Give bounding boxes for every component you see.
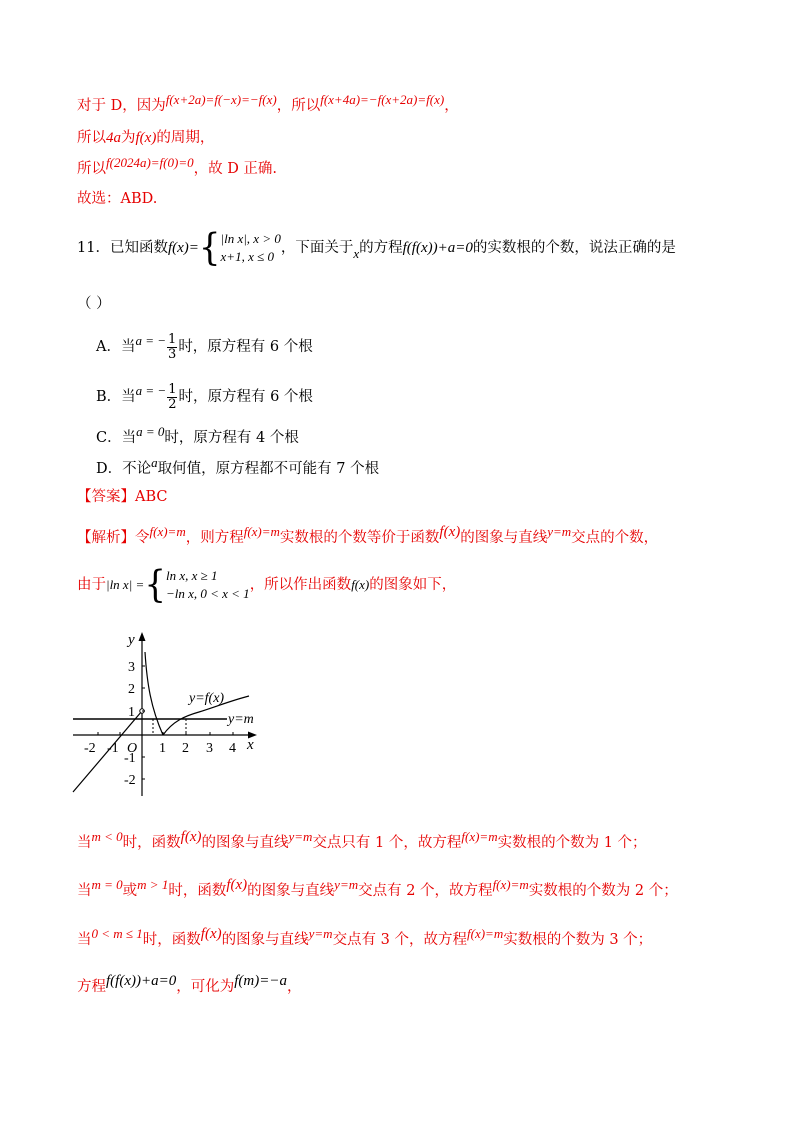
text: 实数根的个数为 1 个； [497, 835, 647, 851]
text: 的周期， [156, 130, 215, 146]
text: 的图象与直线 [201, 835, 289, 851]
option-label: D．不论 [96, 461, 152, 477]
case-2: x+1, x ≤ 0 [220, 249, 274, 264]
math-expr: f(x)=m [461, 829, 498, 844]
left-brace: { [198, 226, 221, 270]
text: （ ） [77, 296, 111, 312]
text: 所以 [77, 130, 106, 146]
numerator: 1 [168, 331, 177, 347]
denominator: 2 [168, 396, 177, 412]
math-expr: f(2024a)=f(0)=0 [106, 155, 194, 170]
text: ，下面关于 [280, 240, 354, 256]
x-tick-label: -1 [107, 741, 119, 756]
answer-line [77, 486, 168, 508]
text: 的图象与直线 [221, 932, 309, 948]
fraction [167, 383, 177, 412]
option-a [96, 330, 313, 364]
case-line-4 [77, 972, 301, 1002]
x-tick-label: 4 [229, 741, 236, 756]
text: 的图象如下， [369, 577, 457, 593]
line-period [77, 127, 214, 149]
function-graph [65, 628, 275, 800]
question-11-stem [77, 228, 676, 268]
y-tick-label: 1 [128, 705, 135, 720]
answer-label: 【答案】ABC [77, 489, 168, 505]
text: 时，函数 [168, 883, 227, 899]
y-axis-label: y [128, 632, 135, 648]
case-1: |ln x|, x > 0 [220, 231, 281, 246]
math-expr: f(x) [135, 130, 157, 146]
analysis-label: 【解析】令 [77, 530, 150, 546]
text: 的实数根的个数，说法正确的是 [472, 240, 676, 256]
text: 实数根的个数等价于函数 [279, 530, 440, 546]
curve-neg-ln [145, 652, 163, 735]
line-label: y=m [228, 712, 254, 727]
y-axis-arrow [139, 632, 146, 641]
option-d [96, 455, 380, 480]
numerator: 1 [168, 381, 177, 397]
math-expr: f(x)= [167, 240, 199, 256]
text: 方程 [77, 979, 106, 995]
text: 时，原方程有 4 个根 [164, 430, 299, 446]
math-expr: f(x) [351, 577, 370, 592]
text: ，则方程 [185, 530, 244, 546]
option-label: A．当 [96, 339, 136, 355]
math-expr: m > 1 [137, 877, 169, 892]
math-expr: f(m)=−a [234, 973, 287, 989]
math-expr: 4a [106, 130, 121, 146]
math-expr: f(x) [180, 829, 202, 845]
math-expr: a = − [135, 333, 167, 348]
line-value [77, 155, 278, 180]
math-expr: y=m [547, 524, 572, 539]
left-brace: { [144, 563, 166, 607]
math-expr: a [151, 455, 158, 470]
text: 的图象与直线 [460, 530, 548, 546]
y-tick-label: -2 [124, 773, 136, 788]
math-expr: y=m [334, 877, 359, 892]
text: 对于 D，因为 [77, 98, 166, 114]
x-tick-label: 1 [159, 741, 166, 756]
math-expr: f(x)=m [492, 877, 529, 892]
piecewise-cases [221, 230, 281, 266]
case-1: ln x, x ≥ 1 [165, 568, 218, 583]
text: 为 [121, 130, 136, 146]
option-label: C．当 [96, 430, 137, 446]
text: 的图象与直线 [247, 883, 335, 899]
math-expr: f(x) [439, 524, 461, 540]
y-tick-label: 2 [128, 682, 135, 697]
option-b [96, 380, 313, 414]
math-expr: y=m [308, 926, 333, 941]
case-line-3 [77, 925, 652, 955]
math-expr: m = 0 [91, 877, 123, 892]
line-d-reason [77, 92, 459, 117]
math-expr: f(f(x))+a=0 [402, 240, 473, 256]
math-expr: m < 0 [91, 829, 123, 844]
curve-label: y=f(x) [189, 691, 225, 706]
text: 交点的个数， [571, 530, 659, 546]
text: 当 [77, 835, 92, 851]
text: ，故 D 正确. [193, 161, 278, 177]
math-expr: 0 < m ≤ 1 [91, 926, 143, 941]
text: 交点有 3 个，故方程 [332, 932, 468, 948]
text: 当 [77, 932, 92, 948]
option-label: B．当 [96, 389, 136, 405]
math-expr: f(x)=m [243, 524, 280, 539]
text: ， [286, 979, 302, 995]
text: 当 [77, 883, 92, 899]
text: ， [444, 98, 459, 114]
math-expr: |ln x| = [106, 577, 145, 592]
math-expr: f(x)=m [467, 926, 504, 941]
text: 时，函数 [122, 835, 181, 851]
origin-label: O [127, 741, 138, 756]
case-2: −ln x, 0 < x < 1 [165, 586, 250, 601]
text: 或 [122, 883, 138, 899]
text: 由于 [77, 577, 106, 593]
analysis-line-1 [77, 522, 658, 554]
denominator: 3 [168, 346, 177, 362]
math-expr: f(x+2a)=f(−x)=−f(x) [165, 92, 277, 107]
x-axis-label: x [247, 737, 254, 753]
math-expr: a = − [135, 383, 167, 398]
math-expr: x [353, 246, 360, 261]
fraction [167, 333, 177, 362]
text: 交点有 2 个，故方程 [358, 883, 493, 899]
text: 故选：ABD. [77, 191, 158, 207]
math-expr: f(x+4a)=−f(x+2a)=f(x) [320, 92, 445, 107]
text: 时，函数 [142, 932, 201, 948]
text: 实数根的个数为 3 个； [503, 932, 653, 948]
text: 取何值，原方程都不可能有 7 个根 [157, 461, 380, 477]
math-expr: f(f(x))+a=0 [106, 973, 177, 989]
math-expr: a = 0 [136, 424, 165, 439]
y-tick-label: -1 [124, 751, 136, 766]
text: 时，原方程有 6 个根 [178, 339, 313, 355]
math-expr: y=m [288, 829, 313, 844]
text: 所以 [77, 161, 106, 177]
question-number: 11．已知函数 [77, 240, 168, 256]
answer-paren [77, 293, 111, 315]
case-line-1 [77, 828, 647, 858]
text: 时，原方程有 6 个根 [178, 389, 313, 405]
text: ，所以 [276, 98, 321, 114]
option-c [96, 424, 299, 449]
text: ，所以作出函数 [249, 577, 352, 593]
text: ，可化为 [176, 979, 235, 995]
line-choose [77, 188, 157, 210]
y-tick-label: 3 [128, 660, 135, 675]
x-tick-label: 2 [182, 741, 189, 756]
text: 实数根的个数为 2 个； [528, 883, 678, 899]
x-tick-label: -2 [84, 741, 96, 756]
math-expr: f(x)=m [149, 524, 186, 539]
x-tick-label: 3 [206, 741, 213, 756]
text: 交点只有 1 个，故方程 [312, 835, 462, 851]
case-line-2 [77, 876, 678, 906]
piecewise-cases [166, 567, 250, 603]
math-expr: f(x) [200, 926, 222, 942]
text: 的方程 [359, 240, 403, 256]
analysis-line-2 [77, 565, 456, 605]
math-expr: f(x) [226, 877, 248, 893]
